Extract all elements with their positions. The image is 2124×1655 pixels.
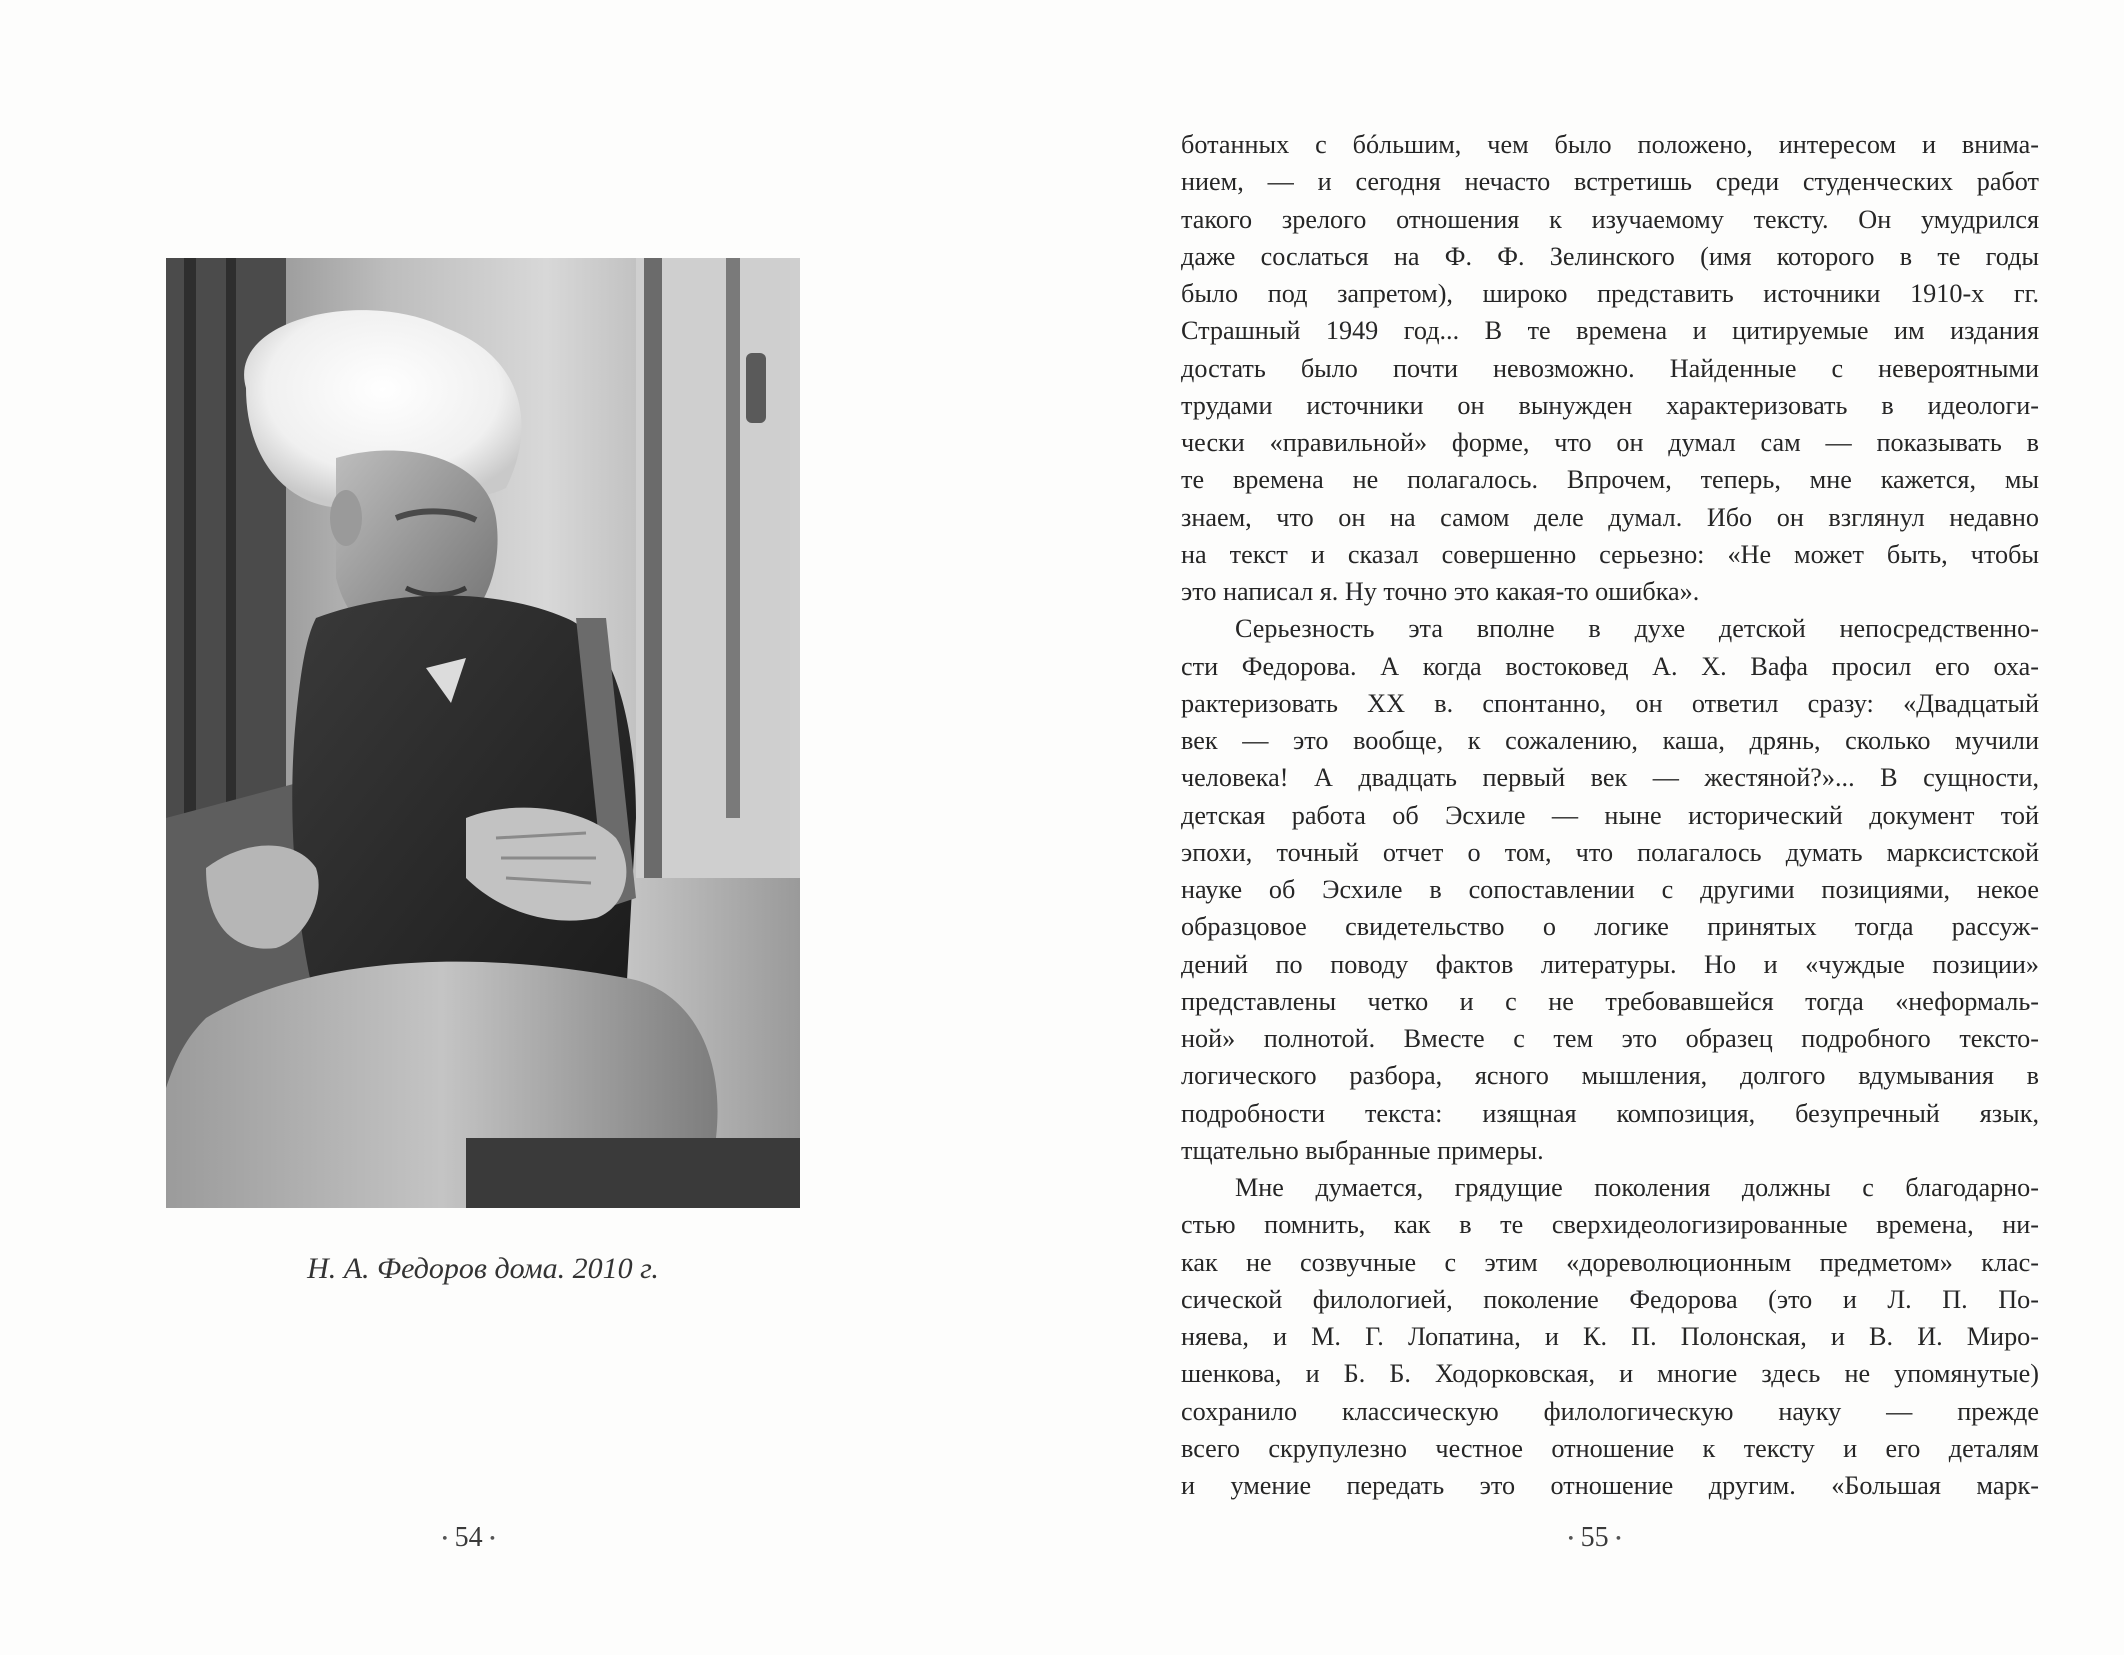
paragraph [1181, 1169, 2039, 1504]
text-line: шенкова, и Б. Б. Ходорковская, и многие здесь не упомянутые) [1181, 1359, 2039, 1389]
text-line: подробности текста: изящная композиция, безупречный язык, [1181, 1098, 2039, 1128]
text-line: дений по поводу фактов литературы. Но и «чуждые позиции» [1181, 949, 2039, 979]
text-line: всего скрупулезно честное отношение к тексту и его деталям [1181, 1433, 2039, 1463]
text-line: даже сослаться на Ф. Ф. Зелинского (имя которого в те годы [1181, 241, 2039, 271]
paragraph [1181, 610, 2039, 1169]
page-number-right-value: 55 [1580, 1522, 1609, 1553]
text-line: Мне думается, грядущие поколения должны с благодарно- [1235, 1173, 2039, 1202]
text-line: на текст и сказал совершенно серьезно: «Не может быть, чтобы [1181, 539, 2039, 569]
text-line: Серьезность эта вполне в духе детской непосредственно- [1235, 614, 2039, 644]
text-line: и умение передать это отношение другим. «Большая марк- [1181, 1471, 2039, 1500]
text-line: Страшный 1949 год... В те времена и цитируемые им издания [1181, 316, 2039, 346]
page-number-left [442, 1522, 495, 1554]
text-line: такого зрелого отношения к изучаемому тексту. Он умудрился [1181, 204, 2039, 234]
text-line: век — это вообще, к сожалению, каша, дрянь, сколько мучили [1181, 726, 2039, 755]
text-line: человека! А двадцать первый век — жестяной?»... В сущности, [1181, 763, 2039, 793]
text-line: сической филологией, поколение Федорова (это и Л. П. По- [1181, 1284, 2039, 1314]
text-line: рактеризовать XX в. спонтанно, он ответил сразу: «Двадцатый [1181, 688, 2039, 718]
folio-ornament-left: • [442, 1530, 448, 1548]
paragraph [1181, 126, 2039, 610]
text-line: ной» полнотой. Вместе с тем это образец подробного тексто- [1181, 1024, 2039, 1053]
text-line: знаем, что он на самом деле думал. Ибо он взглянул недавно [1181, 502, 2039, 532]
text-line: эпохи, точный отчет о том, что полагалось думать марксистской [1181, 837, 2039, 867]
text-line: науке об Эсхиле в сопоставлении с другими позициями, некое [1181, 875, 2039, 904]
page-number-right [1568, 1522, 1621, 1554]
text-line: образцовое свидетельство о логике принятых тогда рассуж- [1181, 912, 2039, 942]
text-line: логического разбора, ясного мышления, долгого вдумывания в [1181, 1061, 2039, 1091]
text-line: ботанных с бóльшим, чем было положено, интересом и внима- [1181, 130, 2039, 159]
body-text [1181, 126, 2039, 1504]
text-line: достать было почти невозможно. Найденные с невероятными [1181, 353, 2039, 383]
folio-ornament-right: • [489, 1530, 496, 1548]
folio-ornament-right: • [1615, 1530, 1622, 1548]
text-line: детская работа об Эсхиле — ныне исторический документ той [1181, 800, 2039, 830]
portrait-photo [166, 258, 800, 1208]
text-line: это написал я. Ну точно это какая-то ошибка». [1181, 577, 1700, 606]
text-line: сохранило классическую филологическую науку — прежде [1181, 1396, 2039, 1426]
text-line: сти Федорова. А когда востоковед А. Х. Вафа просил его оха- [1181, 651, 2039, 681]
folio-ornament-left: • [1568, 1530, 1574, 1548]
text-line: тщательно выбранные примеры. [1181, 1135, 1544, 1165]
text-line: чески «правильной» форме, что он думал сам — показывать в [1181, 428, 2039, 457]
text-line: трудами источники он вынужден характеризовать в идеологи- [1181, 390, 2039, 420]
text-line: представлены четко и с не требовавшейся тогда «неформаль- [1181, 986, 2039, 1016]
text-line: как не созвучные с этим «дореволюционным предметом» клас- [1181, 1247, 2039, 1277]
text-line: нием, — и сегодня нечасто встретишь среди студенческих работ [1181, 167, 2039, 197]
text-line: те времена не полагалось. Впрочем, теперь, мне кажется, мы [1181, 465, 2039, 495]
page-number-left-value: 54 [454, 1522, 483, 1553]
photo-caption: Н. А. Федоров дома. 2010 г. [307, 1252, 659, 1285]
text-line: стью помнить, как в те сверхидеологизированные времена, ни- [1181, 1210, 2039, 1240]
text-line: няева, и М. Г. Лопатина, и К. П. Полонская, и В. И. Миро- [1181, 1322, 2039, 1351]
text-line: было под запретом), широко представить источники 1910-х гг. [1181, 279, 2039, 308]
